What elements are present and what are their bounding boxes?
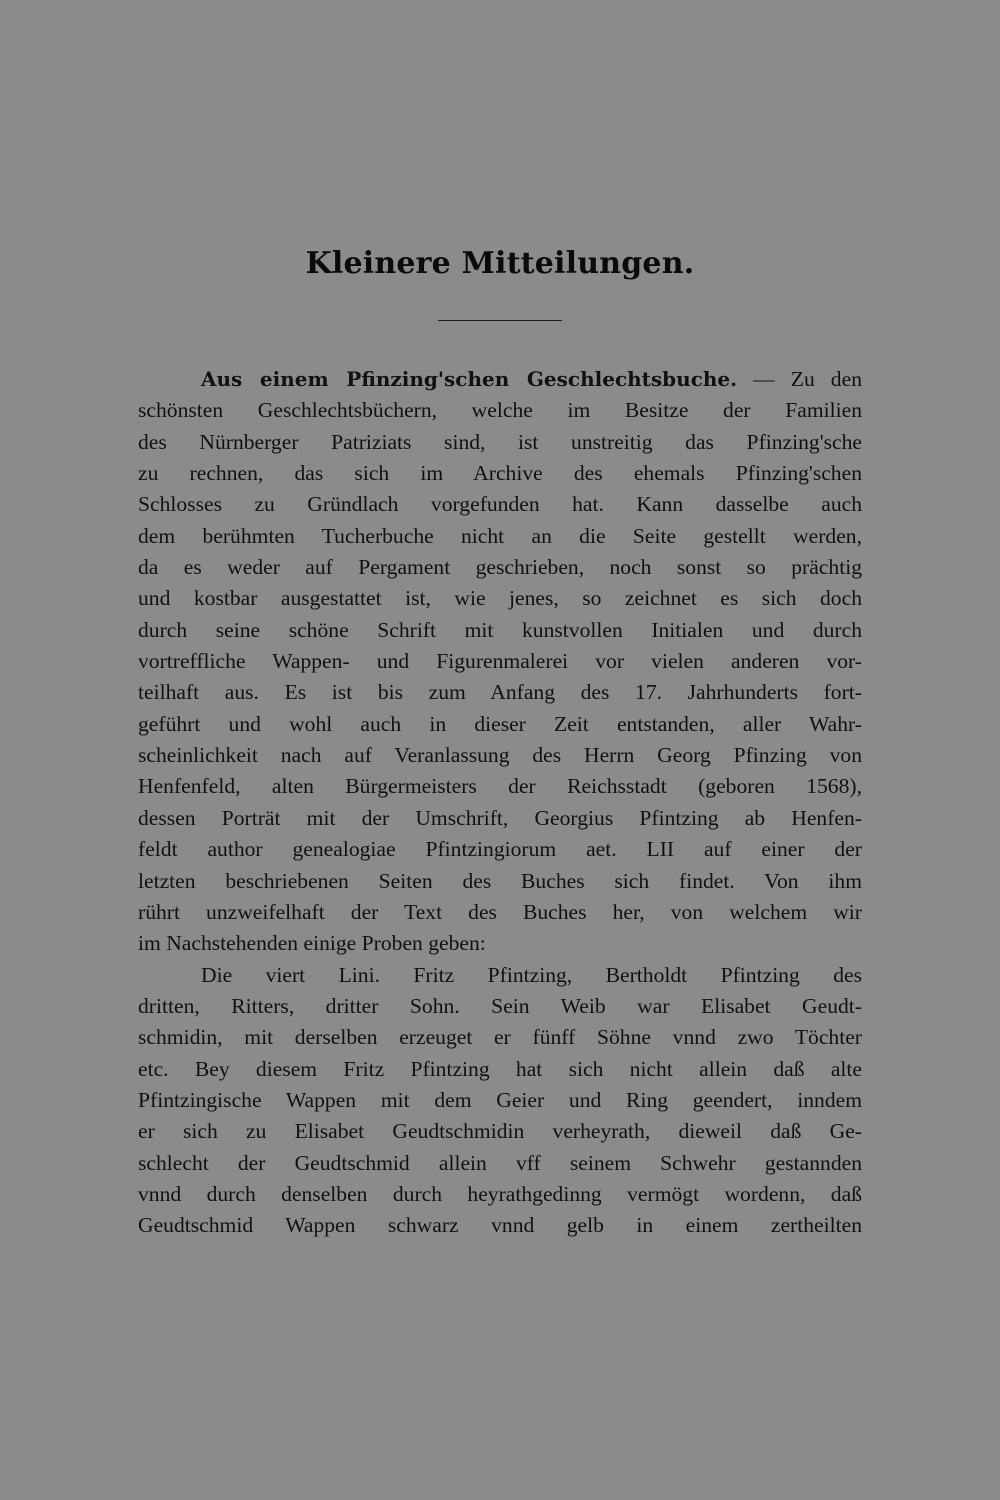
- article-line: letzten beschriebenen Seiten des Buches sich findet. Von ihm: [138, 868, 862, 893]
- article-line: im Nachstehenden einige Proben geben:: [138, 931, 486, 956]
- article-heading: Aus einem Pfinzing'schen Geschlechtsbuche.: [201, 367, 738, 391]
- article-line: geführt und wohl auch in dieser Zeit entstanden, aller Wahr-: [138, 711, 862, 736]
- article-line: vortreffliche Wappen- und Figurenmalerei vor vielen anderen vor-: [138, 649, 862, 674]
- article-line: rührt unzweifelhaft der Text des Buches her, von welchem wir: [138, 899, 862, 924]
- quote-line: Die viert Lini. Fritz Pfintzing, Bertholdt Pfintzing des: [201, 962, 862, 987]
- quote-line: schmidin, mit derselben erzeuget er fünff Söhne vnnd zwo Töchter: [138, 1025, 862, 1050]
- article-line: teilhaft aus. Es ist bis zum Anfang des 17. Jahrhunderts fort-: [138, 680, 862, 705]
- quote-line: dritten, Ritters, dritter Sohn. Sein Weib war Elisabet Geudt-: [138, 993, 862, 1018]
- article-line: durch seine schöne Schrift mit kunstvollen Initialen und durch: [138, 617, 862, 642]
- article-line-text: — Zu den: [737, 367, 862, 391]
- title-divider: [438, 320, 562, 321]
- quote-line: schlecht der Geudtschmid allein vff seinem Schwehr gestannden: [138, 1150, 862, 1175]
- article-line: Schlosses zu Gründlach vorgefunden hat. Kann dasselbe auch: [138, 492, 862, 517]
- quote-line: Pfintzingische Wappen mit dem Geier und Ring geendert, inndem: [138, 1087, 862, 1112]
- article-line: des Nürnberger Patriziats sind, ist unstreitig das Pfinzing'sche: [138, 429, 862, 454]
- article-line: dem berühmten Tucherbuche nicht an die Seite gestellt werden,: [138, 523, 862, 548]
- article-line: scheinlichkeit nach auf Veranlassung des Herrn Georg Pfinzing von: [138, 743, 862, 768]
- article-line: zu rechnen, das sich im Archive des ehemals Pfinzing'schen: [138, 461, 862, 486]
- article-line: schönsten Geschlechtsbüchern, welche im Besitze der Familien: [138, 398, 862, 423]
- quote-line: Geudtschmid Wappen schwarz vnnd gelb in einem zertheilten: [138, 1213, 862, 1238]
- article-line: da es weder auf Pergament geschrieben, noch sonst so prächtig: [138, 555, 862, 580]
- article-line: Henfenfeld, alten Bürgermeisters der Reichsstadt (geboren 1568),: [138, 774, 862, 799]
- article-line: dessen Porträt mit der Umschrift, Georgius Pfintzing ab Henfen-: [138, 805, 862, 830]
- article-body: [138, 364, 862, 1242]
- article-line: [138, 364, 862, 395]
- quote-line: er sich zu Elisabet Geudtschmidin verheyrath, dieweil daß Ge-: [138, 1119, 862, 1144]
- page-title: Kleinere Mitteilungen.: [305, 246, 695, 281]
- article-line: und kostbar ausgestattet ist, wie jenes, so zeichnet es sich doch: [138, 586, 862, 611]
- article-line: feldt author genealogiae Pfintzingiorum aet. LII auf einer der: [138, 837, 862, 862]
- quote-line: vnnd durch denselben durch heyrathgedinng vermögt wordenn, daß: [138, 1181, 862, 1206]
- quote-line: etc. Bey diesem Fritz Pfintzing hat sich nicht allein daß alte: [138, 1056, 862, 1081]
